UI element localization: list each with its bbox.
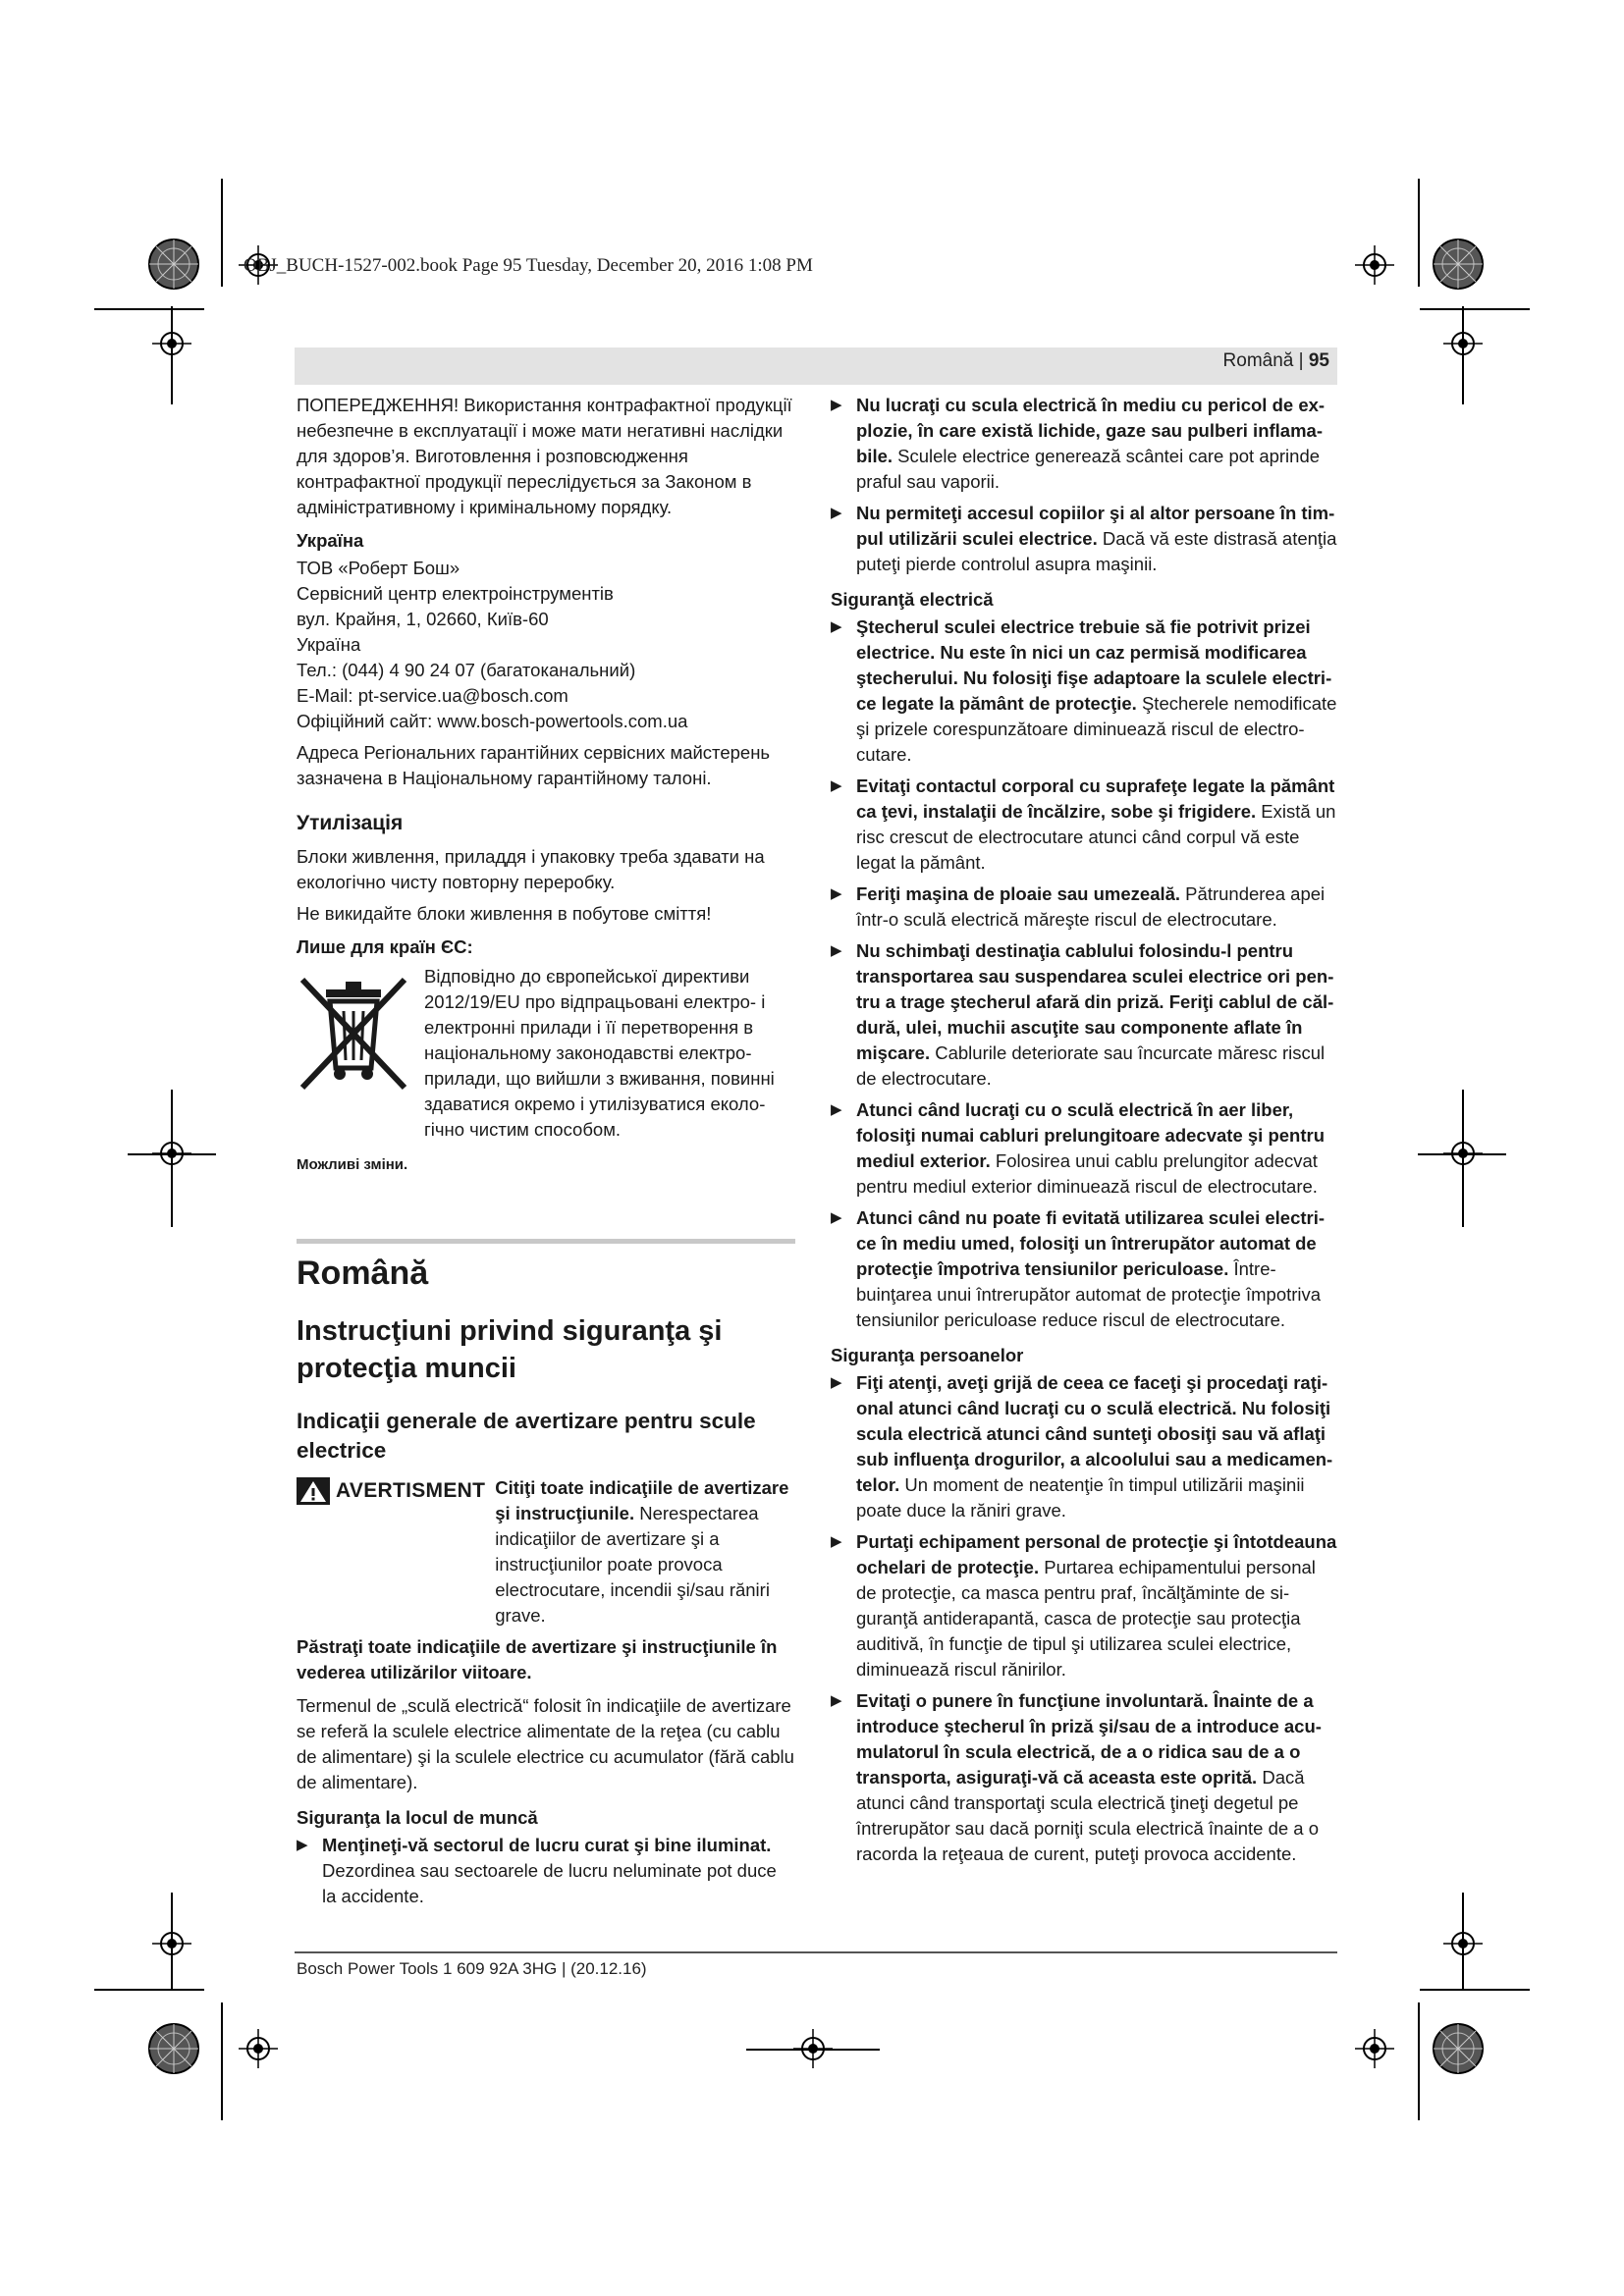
- ua-warning: ПОПЕРЕДЖЕННЯ! Використання контрафактної продукції небезпечне в експлуатації і може мати негативні наслідки для здоров’я. Виготовлення і розповсюдження контрафактної продукції переслідується за Законом в адміністративному і кримінальному порядку.: [297, 395, 792, 517]
- bullet-arrow-icon: ▶: [831, 1101, 842, 1118]
- regional-text: Адреса Регіональних гарантійних сервісних майстерень зазначена в Національному гарантійному талоні.: [297, 742, 771, 788]
- address-line: E-Mail: pt-service.ua@bosch.com: [297, 685, 568, 706]
- address-line: Україна: [297, 634, 361, 655]
- crop-mark: [94, 308, 204, 310]
- crop-mark: [128, 1153, 216, 1155]
- bullet-arrow-icon: ▶: [831, 1533, 842, 1550]
- bullet-text: Sculele electrice generează scântei care pot aprinde praful sau vaporii.: [856, 446, 1321, 492]
- crosshair-icon: [1355, 2029, 1394, 2068]
- crosshair-icon: [1355, 245, 1394, 285]
- address-line: ТОВ «Роберт Бош»: [297, 558, 460, 578]
- bullet-bold: Fiţi atenţi, aveţi grijă de ceea ce faceţi şi procedaţi raţional atunci când lucraţi cu o sculă electrică. Nu folosiţi scula electrică atunci când sunteţi obosiţi sau vă aflaţi sub influenţa drogurilor, a alcoolului sau a medicamentelor.: [856, 1372, 1333, 1495]
- bullet-text: Întrebuinţarea unui întrerupător automat de protecţie împotriva tensiunilor periculoase reduce riscul de electrocutare.: [856, 1258, 1322, 1330]
- workplace-heading: Siguranţa la locul de muncă: [297, 1807, 538, 1828]
- bullet-arrow-icon: ▶: [831, 397, 842, 413]
- disposal-text-2: Не викидайте блоки живлення в побутове сміття!: [297, 903, 712, 924]
- bullet-bold: Nu schimbaţi destinaţia cablului folosindu-l pentru transportarea sau suspendarea sculei electrice ori pentru a trage ştecherul afară din priză. Feriţi cablul de căldură, ulei, muchii ascuţite sau componente aflate în mişcare.: [856, 940, 1334, 1063]
- crop-mark: [221, 2002, 223, 2120]
- bullet-arrow-icon: ▶: [297, 1837, 308, 1853]
- crop-mark: [1462, 1893, 1464, 1991]
- print-slug: OBJ_BUCH-1527-002.book Page 95 Tuesday, December 20, 2016 1:08 PM: [244, 255, 813, 276]
- crop-mark: [1418, 2002, 1420, 2120]
- bullet-text: Există un risc crescut de electrocutare atunci când corpul vă este legat la pământ.: [856, 801, 1336, 873]
- list-item: [831, 1688, 1337, 1867]
- crop-mark: [171, 1090, 173, 1227]
- bullet-bold: Atunci când lucraţi cu o sculă electrică în aer liber, folosiţi numai cabluri prelungitoare adecvate şi pentru mediul exterior.: [856, 1099, 1325, 1171]
- bullet-bold: Nu lucraţi cu scula electrică în mediu cu pericol de explozie, în care există lichide, gaze sau pulberi inflamabile.: [856, 395, 1326, 466]
- term-definition: Termenul de „sculă electrică“ folosit în indicaţiile de avertizare se referă la sculele electrice alimentate de la reţea (cu cablu de alimentare) şi la sculele electrice cu acumulator (fără cablu de alimentare).: [297, 1695, 794, 1792]
- general-warnings-title: Indicaţii generale de avertizare pentru scule electrice: [297, 1409, 756, 1463]
- bullet-arrow-icon: ▶: [831, 1692, 842, 1709]
- bullet-arrow-icon: ▶: [831, 618, 842, 635]
- bullet-arrow-icon: ▶: [831, 777, 842, 794]
- list-item: [831, 501, 1337, 577]
- bullet-bold: Menţineţi-vă sectorul de lucru curat şi bine iluminat.: [322, 1835, 772, 1855]
- bullet-arrow-icon: ▶: [831, 1209, 842, 1226]
- list-item: [831, 1529, 1337, 1682]
- crop-mark: [1420, 308, 1530, 310]
- crop-mark: [746, 2049, 880, 2051]
- running-header: [1223, 350, 1329, 372]
- bullet-bold: Evitaţi contactul corporal cu suprafeţe legate la pământ ca ţevi, instalaţii de încălzire, sobe şi frigidere.: [856, 775, 1335, 822]
- list-item: [831, 938, 1337, 1092]
- disposal-heading: Утилізація: [297, 812, 404, 834]
- list-item: [831, 1097, 1337, 1200]
- bullet-text: Un moment de neatenţie în timpul utilizării maşinii poate duce la răniri grave.: [856, 1474, 1305, 1521]
- list-item: [831, 881, 1337, 933]
- header-section: Română |: [1222, 350, 1309, 371]
- footer: Bosch Power Tools 1 609 92A 3HG | (20.12.16): [297, 1959, 647, 1978]
- color-wheel-icon: [1432, 2022, 1485, 2075]
- crosshair-icon: [239, 2029, 278, 2068]
- address-line: Тел.: (044) 4 90 24 07 (багатоканальний): [297, 660, 636, 680]
- address-line: Сервісний центр електроінструментів: [297, 583, 614, 604]
- crop-mark: [1462, 1090, 1464, 1227]
- left-column: [297, 393, 795, 1915]
- address-line: вул. Крайня, 1, 02660, Київ-60: [297, 609, 549, 629]
- header-bar: [295, 347, 1337, 385]
- warning-rest: Nerespectarea indicaţiilor de avertizare şi a instrucţiunilor poate provoca electrocutare, incendii şi/sau răniri grave.: [495, 1503, 770, 1626]
- bullet-bold: Nu permiteţi accesul copiilor şi al altor persoane în timpul utilizării sculei electrice.: [856, 503, 1335, 549]
- right-column: [831, 393, 1337, 1873]
- bullet-text: Dacă vă este distrasă atenţia puteţi pierde controlul asupra maşinii.: [856, 528, 1337, 574]
- bullet-text: Dezordinea sau sectoarele de lucru neluminate pot duce la accidente.: [322, 1860, 777, 1906]
- crop-mark: [221, 179, 223, 287]
- ukraine-heading: Україна: [297, 530, 364, 551]
- color-wheel-icon: [147, 2022, 200, 2075]
- bullet-text: Cablurile deteriorate sau încurcate măresc riscul de electrocutare.: [856, 1042, 1326, 1089]
- crop-mark: [94, 1989, 204, 1991]
- electrical-heading: Siguranţă electrică: [831, 589, 994, 610]
- crop-mark: [1420, 1989, 1530, 1991]
- crossed-bin-icon: [297, 972, 410, 1094]
- color-wheel-icon: [147, 238, 200, 291]
- list-item: [297, 1833, 795, 1909]
- crop-mark: [171, 306, 173, 404]
- section-divider: [297, 1239, 795, 1244]
- bullet-text: Dacă atunci când transportaţi scula electrică ţineţi degetul pe întrerupător sau dacă porniţi scula electrică înainte de a o racorda la reţeaua de curent, puteţi provoca accidente.: [856, 1767, 1320, 1864]
- safety-title: Instrucţiuni privind siguranţa şi protecţia muncii: [297, 1315, 723, 1384]
- eu-heading: Лише для країн ЄС:: [297, 936, 473, 957]
- footer-rule: [295, 1951, 1337, 1953]
- warning-badge: [297, 1477, 485, 1505]
- eu-directive-text: Відповідно до європейської директиви 2012/19/EU про відпрацьовані електро- і електронні прилади і її перетворення в національному законодавстві електроприлади, що вийшли з вживання, повинні здаватися окремо і утилізуватися екологічно чистим способом.: [424, 966, 775, 1140]
- bullet-text: Folosirea unui cablu prelungitor adecvat pentru mediul exterior diminuează riscul de electrocutare.: [856, 1150, 1318, 1197]
- page-number: 95: [1308, 350, 1329, 371]
- crop-mark: [1462, 306, 1464, 404]
- color-wheel-icon: [1432, 238, 1485, 291]
- crop-mark: [171, 1893, 173, 1991]
- list-item: [831, 1370, 1337, 1523]
- bullet-text: Purtarea echipamentului personal de protecţie, ca masca pentru praf, încălţăminte de siguranţă antiderapantă, casca de protecţie sau protecţia auditivă, în funcţie de tipul şi utilizarea sculei electrice, diminuează riscul rănirilor.: [856, 1557, 1316, 1680]
- keep-instructions: Păstraţi toate indicaţiile de avertizare şi instrucţiunile în vederea utilizărilor viitoare.: [297, 1636, 778, 1682]
- bullet-arrow-icon: ▶: [831, 1374, 842, 1391]
- crop-mark: [1418, 179, 1420, 287]
- warning-word: AVERTISMENT: [336, 1479, 486, 1502]
- bullet-text: Pătrunderea apei într-o sculă electrică măreşte riscul de electrocutare.: [856, 883, 1326, 930]
- bullet-bold: Evitaţi o punere în funcţiune involuntară. Înainte de a introduce ştecherul în priză şi/sau de a introduce acumulatorul în scula electrică, de a o ridica sau de a o transporta, asiguraţi-vă că aceasta este oprită.: [856, 1690, 1322, 1788]
- bullet-bold: Atunci când nu poate fi evitată utilizarea sculei electrice în mediu umed, folosiţi un întrerupător automat de protecţie împotriva tensiunilor periculoase.: [856, 1207, 1326, 1279]
- bullet-bold: Ştecherul sculei electrice trebuie să fie potrivit prizei electrice. Nu este în nici un caz permisă modificarea ştecherului. Nu folosiţi fişe adaptoare la sculele electrice legate la pământ de protecţie.: [856, 616, 1332, 714]
- list-item: [831, 614, 1337, 768]
- disposal-text: Блоки живлення, приладдя і упаковку треба здавати на екологічно чисту повторну переробку.: [297, 846, 765, 892]
- changes-note: Можливі зміни.: [297, 1156, 408, 1173]
- bullet-arrow-icon: ▶: [831, 885, 842, 902]
- address-line: Офіційний сайт: www.bosch-powertools.com.ua: [297, 711, 688, 731]
- warning-triangle-icon: [297, 1477, 330, 1505]
- address-block: [297, 556, 795, 734]
- list-item: [831, 1205, 1337, 1333]
- bullet-bold: Purtaţi echipament personal de protecţie şi întotdeauna ochelari de protecţie.: [856, 1531, 1337, 1577]
- language-title: Română: [297, 1255, 429, 1292]
- bullet-text: Ştecherele nemodificate şi prizele corespunzătoare diminuează riscul de electrocutare.: [856, 693, 1337, 765]
- personal-heading: Siguranţa persoanelor: [831, 1345, 1024, 1365]
- list-item: [831, 774, 1337, 876]
- bullet-arrow-icon: ▶: [831, 505, 842, 521]
- warning-bold: Citiţi toate indicaţiile de avertizare şi instrucţiunile.: [495, 1477, 789, 1523]
- list-item: [831, 393, 1337, 495]
- bullet-arrow-icon: ▶: [831, 942, 842, 959]
- crop-mark: [1418, 1153, 1506, 1155]
- weee-block: [297, 964, 795, 1143]
- bullet-bold: Feriţi maşina de ploaie sau umezeală.: [856, 883, 1181, 904]
- warning-block: [297, 1475, 795, 1629]
- warning-intro: [495, 1475, 795, 1629]
